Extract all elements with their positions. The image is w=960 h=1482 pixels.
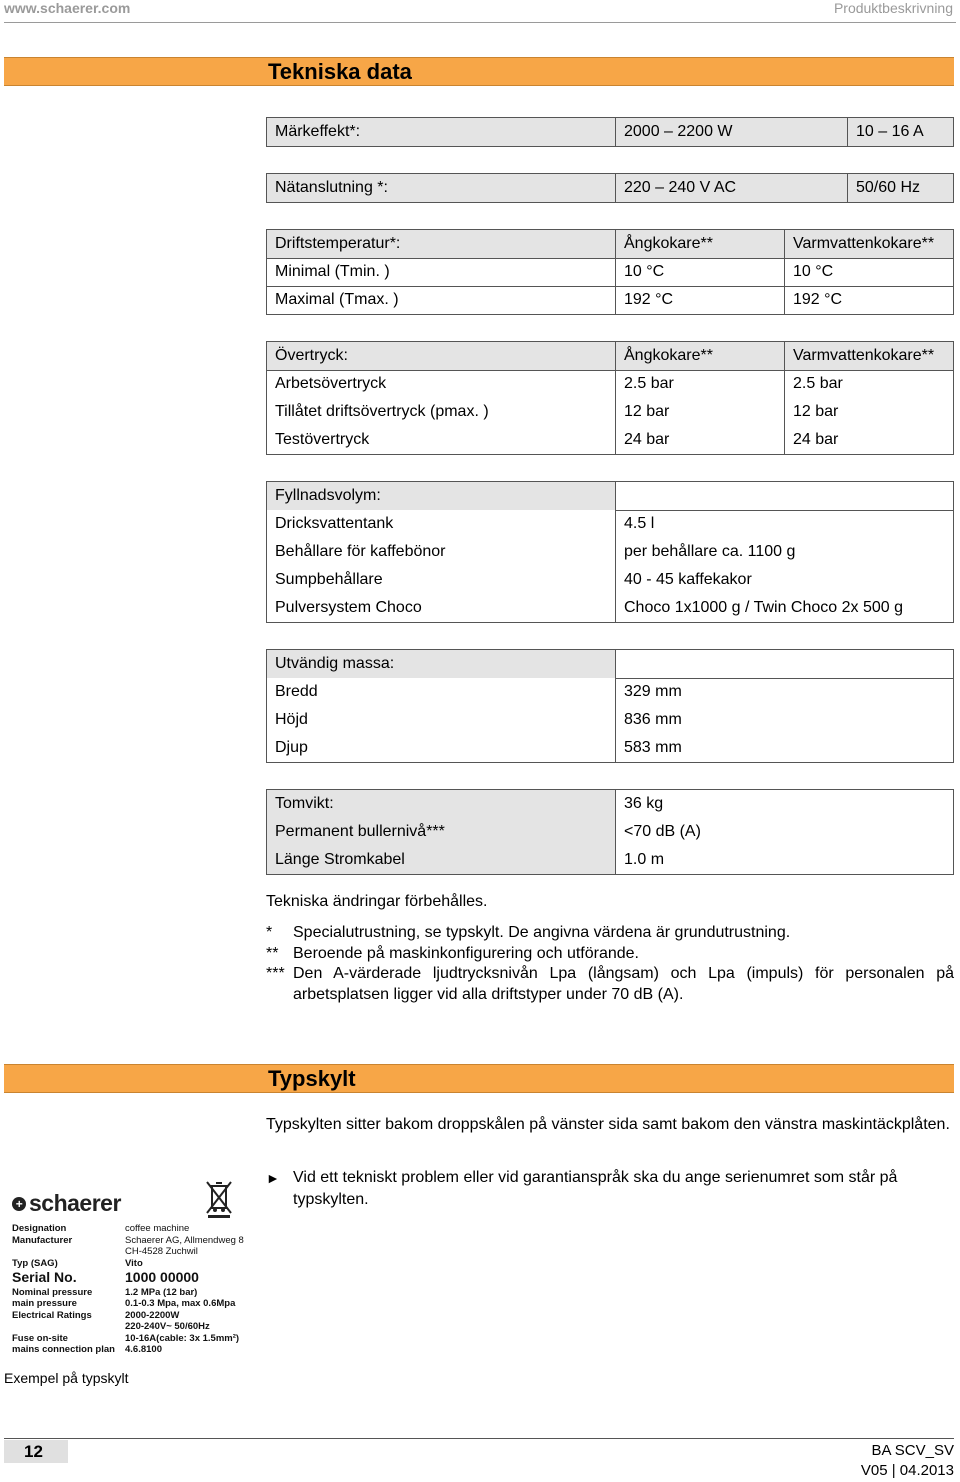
power-current: 10 – 16 A [856, 123, 924, 140]
plate-value: 2000-2200W [125, 1310, 180, 1321]
table-row [267, 734, 953, 762]
footnote [266, 963, 954, 1005]
section-heading-plate: Typskylt [268, 1066, 356, 1091]
row-value: 329 mm [624, 683, 682, 700]
footnote-mark: ** [266, 945, 279, 962]
plate-value: coffee machine [125, 1223, 190, 1234]
mains-label: Nätanslutning *: [275, 179, 388, 196]
row-value: 12 bar [793, 403, 839, 420]
table-row [267, 174, 953, 202]
arrow-right-icon: ► [266, 1170, 280, 1186]
document-id: BA SCV_SV [871, 1442, 954, 1459]
power-table [266, 117, 954, 147]
footnote-text: Den A-värderade ljudtrycksnivån Lpa (långsam) och Lpa (impuls) för personalen på arbetsplatsen ligger vid alla driftstyper under 70 dB (A). [293, 965, 954, 1003]
row-label: Höjd [275, 711, 308, 728]
site-link[interactable]: www.schaerer.com [4, 0, 131, 16]
row-label: Sumpbehållare [275, 571, 383, 588]
row-label: Djup [275, 739, 308, 756]
mains-table [266, 173, 954, 203]
table-divider [615, 342, 616, 454]
power-value: 2000 – 2200 W [624, 123, 733, 140]
row-label: Maximal (Tmax. ) [275, 291, 399, 308]
row-value: <70 dB (A) [624, 823, 701, 840]
table-row [267, 846, 953, 874]
row-label: Bredd [275, 683, 318, 700]
plate-location-text: Typskylten sitter bakom droppskålen på vänster sida samt bakom den vänstra maskintäckplåten. [266, 1116, 950, 1133]
table-row [267, 650, 953, 678]
plate-value: Schaerer AG, Allmendweg 8 [125, 1235, 244, 1246]
plate-value: 10-16A(cable: 3x 1.5mm²) [125, 1333, 240, 1344]
section-band-plate [4, 1064, 954, 1093]
plate-label: Fuse on-site [12, 1333, 68, 1344]
row-label: Länge Stromkabel [275, 851, 405, 868]
pressure-label: Övertryck: [275, 347, 348, 364]
footnote-text: Specialutrustning, se typskylt. De angivna värdena är grundutrustning. [293, 924, 791, 941]
row-label: Permanent bullernivå*** [275, 823, 445, 840]
plate-caption: Exempel på typskylt [4, 1370, 129, 1386]
table-row [267, 342, 953, 370]
mains-frequency: 50/60 Hz [856, 179, 921, 196]
row-value: 2.5 bar [624, 375, 674, 392]
table-divider [847, 174, 848, 202]
plate-value: 1.2 MPa (12 bar) [125, 1287, 198, 1298]
row-value: 836 mm [624, 711, 682, 728]
footnote [266, 943, 954, 964]
table-row [267, 818, 953, 846]
table-divider [267, 286, 953, 287]
section-title: Produktbeskrivning [833, 0, 953, 16]
plate-value: 4.6.8100 [125, 1344, 162, 1355]
plate-instruction [266, 1167, 954, 1211]
table-row [267, 566, 953, 594]
serial-number: 1000 00000 [125, 1269, 199, 1285]
dimensions-table [266, 649, 954, 763]
mains-voltage: 220 – 240 V AC [624, 179, 737, 196]
table-row [267, 258, 953, 286]
row-label: Testövertryck [275, 431, 370, 448]
row-label: Dricksvattentank [275, 515, 394, 532]
table-row [267, 398, 953, 426]
row-value: 1.0 m [624, 851, 665, 868]
table-row [267, 482, 953, 510]
volume-label: Fyllnadsvolym: [275, 487, 381, 504]
plate-value: CH-4528 Zuchwil [125, 1246, 198, 1257]
row-value: Choco 1x1000 g / Twin Choco 2x 500 g [624, 599, 903, 616]
table-divider [847, 118, 848, 146]
table-row [267, 426, 953, 454]
section-band-tech [4, 57, 954, 86]
changes-note: Tekniska ändringar förbehålles. [266, 893, 488, 910]
plate-label: Serial No. [12, 1269, 77, 1285]
table-divider [784, 342, 785, 454]
plate-value: 0.1-0.3 Mpa, max 0.6Mpa [125, 1298, 236, 1309]
row-value: 10 °C [793, 263, 834, 280]
row-value: 4.5 l [624, 515, 655, 532]
row-value: 12 bar [624, 403, 670, 420]
plate-label: Nominal pressure [12, 1287, 93, 1298]
header-divider [4, 22, 956, 23]
row-label: Minimal (Tmin. ) [275, 263, 390, 280]
footnote-mark: *** [266, 965, 285, 982]
row-label: Behållare för kaffebönor [275, 543, 446, 560]
table-row [267, 594, 953, 622]
row-value: 24 bar [624, 431, 670, 448]
misc-table [266, 789, 954, 875]
row-value: 192 °C [793, 291, 843, 308]
table-divider [615, 790, 616, 874]
table-row [267, 286, 953, 314]
table-row [267, 510, 953, 538]
table-row [267, 678, 953, 706]
table-row [267, 230, 953, 258]
column-header: Varmvattenkokare** [793, 235, 935, 252]
row-value: 583 mm [624, 739, 682, 756]
row-value: 36 kg [624, 795, 664, 812]
table-divider [615, 510, 953, 511]
row-value: 10 °C [624, 263, 665, 280]
table-row [267, 370, 953, 398]
schaerer-logo: + schaerer [12, 1190, 121, 1217]
volume-table [266, 481, 954, 623]
row-value: 40 - 45 kaffekakor [624, 571, 752, 588]
row-value: 24 bar [793, 431, 839, 448]
document-version: V05 | 04.2013 [860, 1462, 954, 1479]
table-divider [267, 370, 953, 371]
table-divider [615, 230, 616, 314]
plate-value: 220-240V~ 50/60Hz [125, 1321, 210, 1332]
footnote [266, 922, 954, 943]
power-label: Märkeffekt*: [275, 123, 361, 140]
table-row [267, 706, 953, 734]
table-divider [615, 678, 953, 679]
footer-divider [4, 1438, 954, 1439]
column-header: Ångkokare** [624, 347, 713, 364]
footnote-text: Beroende på maskinkonfigurering och utförande. [293, 945, 639, 962]
row-label: Tomvikt: [275, 795, 334, 812]
row-label: Arbetsövertryck [275, 375, 387, 392]
table-divider [615, 482, 616, 622]
row-value: 2.5 bar [793, 375, 843, 392]
section-heading-tech: Tekniska data [268, 59, 412, 84]
column-header: Varmvattenkokare** [793, 347, 935, 364]
plate-label: Manufacturer [12, 1235, 73, 1246]
pressure-table [266, 341, 954, 455]
temperature-label: Driftstemperatur*: [275, 235, 401, 252]
weee-bin-icon [204, 1180, 234, 1218]
dimensions-label: Utvändig massa: [275, 655, 395, 672]
plus-icon: + [12, 1197, 26, 1211]
table-row [267, 790, 953, 818]
table-divider [784, 230, 785, 314]
plate-label: Typ (SAG) [12, 1258, 58, 1269]
table-divider [615, 174, 616, 202]
plate-value: Vito [125, 1258, 143, 1269]
table-row [267, 118, 953, 146]
column-header: Ångkokare** [624, 235, 713, 252]
plate-instruction-text: Vid ett tekniskt problem eller vid garantianspråk ska du ange serienumret som står på typskylten. [293, 1169, 898, 1208]
page-number: 12 [4, 1440, 68, 1463]
plate-label: main pressure [12, 1298, 77, 1309]
row-value: per behållare ca. 1100 g [624, 543, 796, 560]
footnote-mark: * [266, 924, 273, 941]
temperature-table [266, 229, 954, 315]
row-label: Pulversystem Choco [275, 599, 422, 616]
plate-label: Electrical Ratings [12, 1310, 92, 1321]
row-value: 192 °C [624, 291, 674, 308]
table-divider [615, 118, 616, 146]
table-row [267, 538, 953, 566]
plate-label: Designation [12, 1223, 67, 1234]
row-label: Tillåtet driftsövertryck (pmax. ) [275, 403, 489, 420]
table-divider [267, 258, 953, 259]
type-plate-image [8, 1176, 248, 1366]
plate-label: mains connection plan [12, 1344, 115, 1355]
table-divider [615, 650, 616, 762]
